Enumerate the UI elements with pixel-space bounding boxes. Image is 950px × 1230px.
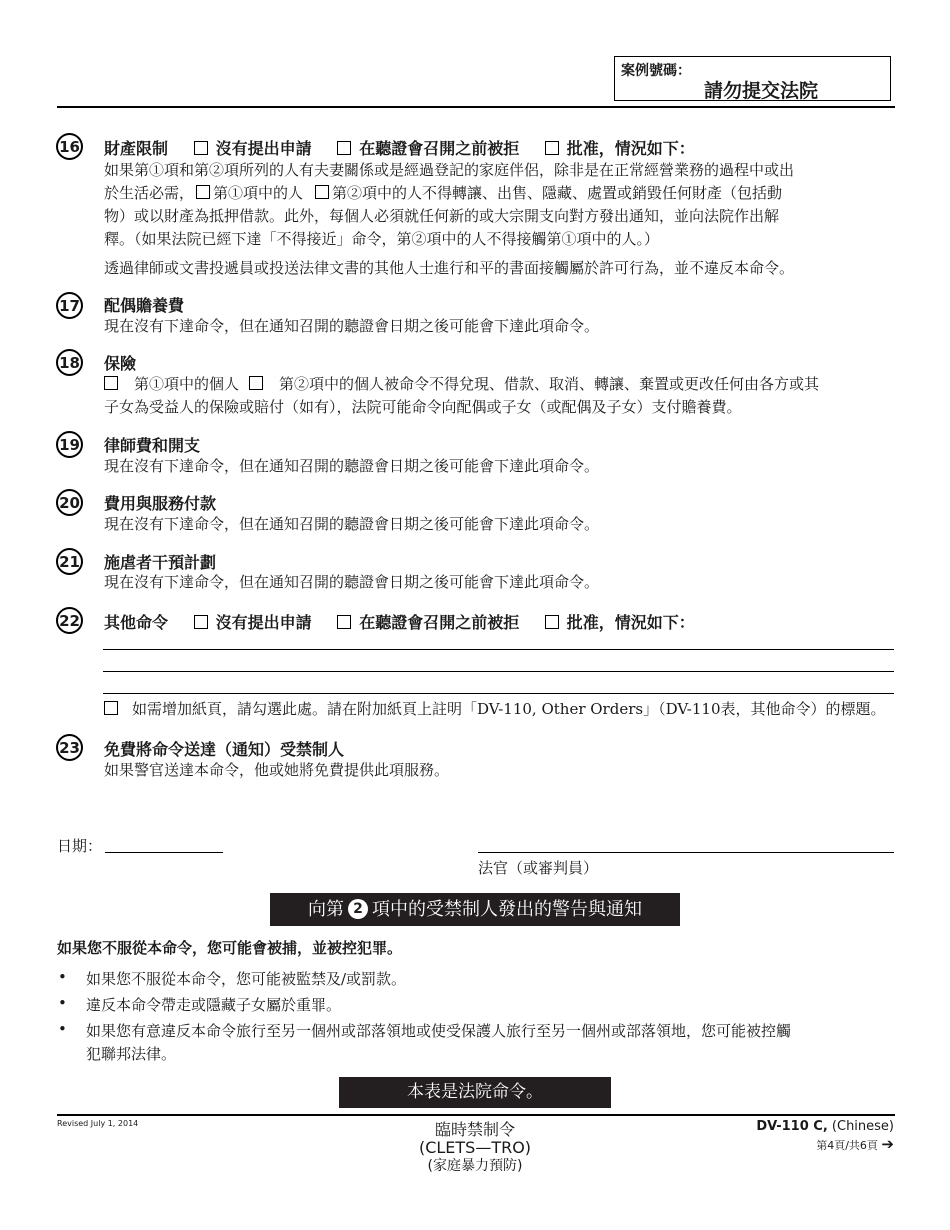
bullet-icon: •: [58, 994, 67, 1012]
item-21-title: 施虐者干預計劃: [104, 553, 217, 572]
item-22-opt-denied: 在聽證會召開之前被拒: [359, 613, 520, 632]
warning-bullet-3-line2: 犯聯邦法律。: [86, 1045, 177, 1063]
warning-bullet-2: 違反本命令帶走或隱藏子女屬於重罪。: [86, 996, 342, 1014]
judge-signature-line[interactable]: [478, 852, 894, 853]
judge-label: 法官（或審判員）: [478, 859, 599, 877]
item-18-checkbox-person2[interactable]: [249, 376, 263, 390]
item-number-22: 22: [56, 607, 83, 634]
item-19-title: 律師費和開支: [104, 436, 201, 455]
item-18-line1: 第②項中的個人被命令不得兌現、借款、取消、轉讓、棄置或更改任何由各方或其: [279, 375, 820, 393]
item-18-body: [104, 373, 894, 419]
revised-date: Revised July 1, 2014: [57, 1119, 139, 1128]
court-order-banner: 本表是法院命令。: [339, 1077, 611, 1108]
item-23-title: 免費將命令送達（通知）受禁制人: [104, 740, 345, 759]
item-number-23: 23: [56, 734, 83, 761]
item-21-text: 現在沒有下達命令，但在通知召開的聽證會日期之後可能會下達此項命令。: [104, 573, 600, 591]
warning-bullet-1: 如果您不服從本命令，您可能被監禁及/或罰款。: [86, 970, 407, 988]
item-16-checkbox-granted[interactable]: [545, 141, 559, 155]
item-16-checkbox-not-requested[interactable]: [194, 141, 208, 155]
item-19-text: 現在沒有下達命令，但在通知召開的聽證會日期之後可能會下達此項命令。: [104, 457, 600, 475]
item-16-checkbox-person2[interactable]: [315, 185, 329, 199]
item-17-text: 現在沒有下達命令，但在通知召開的聽證會日期之後可能會下達此項命令。: [104, 317, 600, 335]
case-number-value: 請勿提交法院: [703, 80, 818, 102]
warning-banner-pre: 向第: [308, 899, 344, 920]
date-line[interactable]: [105, 852, 223, 853]
item-22-checkbox-not-requested[interactable]: [194, 615, 208, 629]
item-16-opt-denied: 在聽證會召開之前被拒: [359, 139, 520, 158]
item-22-extra: [104, 698, 904, 721]
item-22-write-line-2[interactable]: [103, 671, 894, 672]
form-id-code: DV-110 C,: [756, 1119, 828, 1134]
item-22-extra-text: 如需增加紙頁，請勾選此處。請在附加紙頁上註明「DV-110, Other Orders」（DV-110表，其他命令）的標題。: [132, 700, 886, 718]
item-number-16: 16: [56, 133, 83, 160]
item-18-opt1: 第①項中的個人: [134, 375, 240, 393]
item-18-title: 保險: [104, 354, 137, 373]
item-16-opt-granted: 批准，情況如下：: [566, 139, 695, 158]
item-16-checkbox-person1[interactable]: [196, 185, 210, 199]
item-16-opt-not-requested: 沒有提出申請: [215, 139, 312, 158]
form-title: [375, 1121, 575, 1175]
warning-bullet-3: [86, 1020, 894, 1066]
item-18-checkbox-person1[interactable]: [104, 376, 118, 390]
case-number-label: 案例號碼：: [621, 63, 691, 79]
item-2-reference-icon: 2: [348, 899, 368, 919]
item-16-checkbox-denied[interactable]: [337, 141, 351, 155]
header-rule: [57, 106, 895, 108]
item-22-checkbox-denied[interactable]: [337, 615, 351, 629]
item-18-line2: 子女為受益人的保險或賠付（如有），法院可能命令向配偶或子女（或配偶及子女）支付贍養費。: [104, 398, 742, 416]
item-22-checkbox-extra-pages[interactable]: [104, 701, 118, 715]
item-20-title: 費用與服務付款: [104, 494, 217, 513]
item-22-heading: [104, 610, 695, 633]
warning-bullet-3-line1: 如果您有意違反本命令旅行至另一個州或部落領地或使受保護人旅行至另一個州或部落領地，您可能被控觸: [86, 1022, 792, 1040]
item-number-19: 19: [56, 431, 83, 458]
item-16-title: 財產限制: [104, 139, 169, 158]
item-22-title: 其他命令: [104, 613, 169, 632]
item-16-body: [104, 159, 904, 251]
date-label: 日期：: [57, 837, 103, 855]
warning-banner-post: 項中的受禁制人發出的警告與通知: [372, 899, 642, 920]
case-number-box: [614, 56, 891, 101]
item-16-line4: 釋。（如果法院已經下達「不得接近」命令，第②項中的人不得接觸第①項中的人。）: [104, 230, 660, 248]
item-16-line3: 物）或以財產為抵押借款。此外，每個人必須就任何新的或大宗開支向對方發出通知，並向法院作出解: [104, 207, 780, 225]
form-id: [756, 1119, 894, 1153]
item-20-text: 現在沒有下達命令，但在通知召開的聽證會日期之後可能會下達此項命令。: [104, 515, 600, 533]
warning-banner: [270, 893, 680, 926]
item-16-heading: [104, 136, 695, 159]
footer-rule: [57, 1114, 895, 1116]
next-page-arrow-icon: ➔: [881, 1135, 894, 1153]
item-16-line2a: 於生活必需，: [104, 184, 195, 202]
item-16-line2b: 第①項中的人: [213, 184, 304, 202]
item-23-text: 如果警官送達本命令，他或她將免費提供此項服務。: [104, 761, 450, 779]
item-number-18: 18: [56, 349, 83, 376]
form-title-line1: 臨時禁制令: [434, 1120, 515, 1139]
item-22-write-line-1[interactable]: [103, 649, 894, 650]
bullet-icon: •: [58, 968, 67, 986]
warning-lead: 如果您不服從本命令，您可能會被捕，並被控犯罪。: [57, 939, 403, 957]
item-22-opt-not-requested: 沒有提出申請: [215, 613, 312, 632]
item-number-20: 20: [56, 489, 83, 516]
bullet-icon: •: [58, 1020, 67, 1038]
item-17-title: 配偶贍養費: [104, 296, 185, 315]
item-number-21: 21: [56, 548, 83, 575]
item-22-write-line-3[interactable]: [103, 693, 894, 694]
form-title-line2: (CLETS—TRO): [418, 1138, 532, 1157]
item-22-checkbox-granted[interactable]: [545, 615, 559, 629]
form-title-line3: (家庭暴力預防): [427, 1158, 523, 1174]
item-16-line1: 如果第①項和第②項所列的人有夫妻關係或是經過登記的家庭伴侶，除非是在正常經營業務的過程中或出: [104, 161, 795, 179]
page-number: 第4頁/共6頁: [816, 1139, 878, 1152]
form-id-lang: (Chinese): [827, 1119, 894, 1134]
item-16-line2c: 第②項中的人不得轉讓、出售、隱藏、處置或銷毀任何財產（包括動: [332, 184, 783, 202]
item-number-17: 17: [56, 292, 83, 319]
item-22-opt-granted: 批准，情況如下：: [566, 613, 695, 632]
item-16-note: 透過律師或文書投遞員或投送法律文書的其他人士進行和平的書面接觸屬於許可行為，並不違反本命令。: [104, 259, 795, 277]
